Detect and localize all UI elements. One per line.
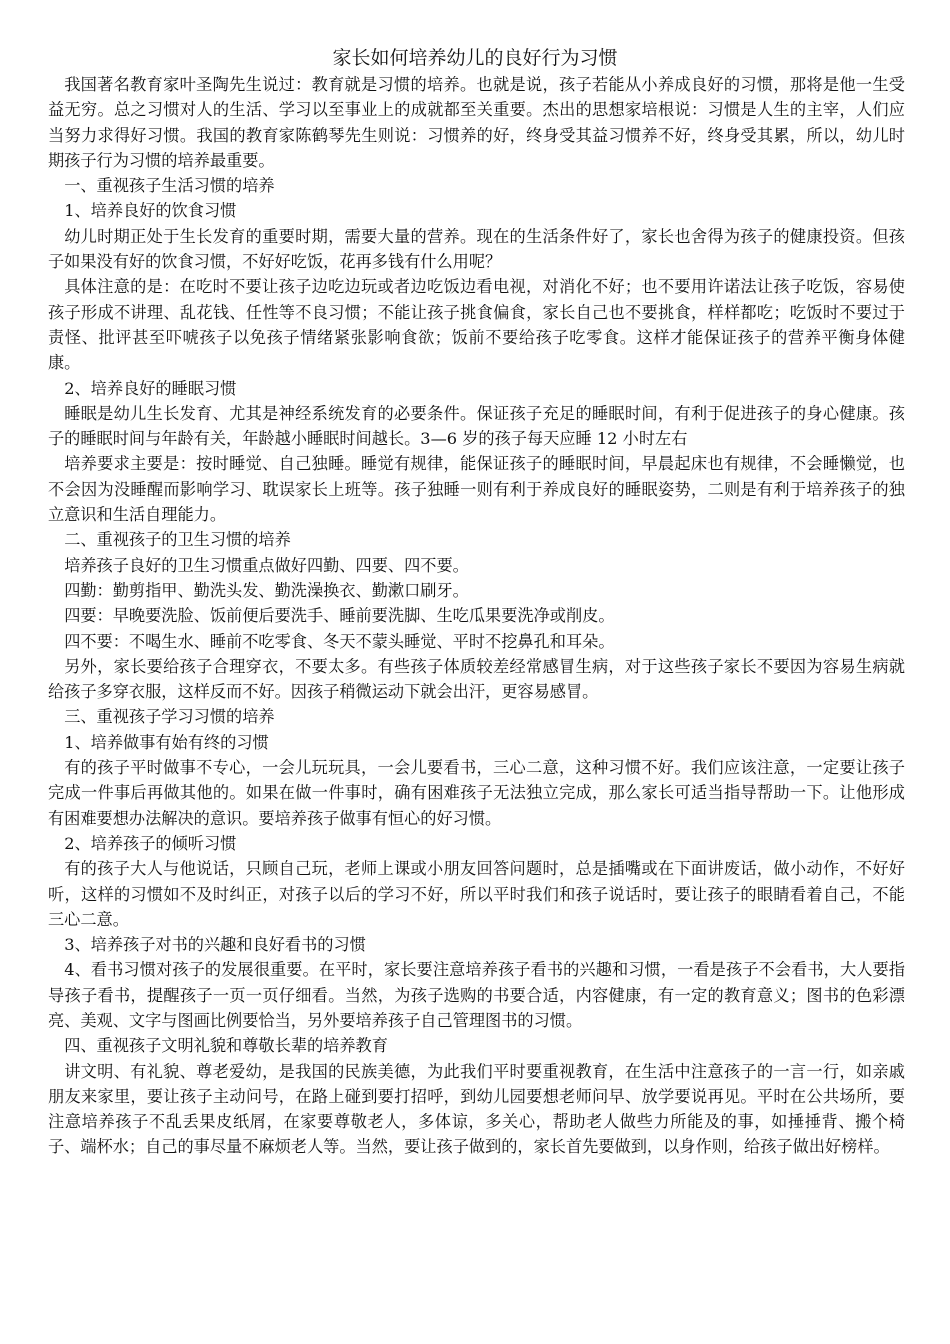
paragraph: 四勤：勤剪指甲、勤洗头发、勤洗澡换衣、勤漱口刷牙。 — [64, 580, 469, 600]
paragraph: 具体注意的是：在吃时不要让孩子边吃边玩或者边吃饭边看电视，对消化不好；也不要用许诺法让孩子吃饭，容易使孩子形成不讲理、乱花钱、任性等不良习惯；不能让孩子挑食偏食，家长自己也不要挑食，样样都吃；吃饭时不要过于责怪、批评甚至吓唬孩子以免孩子情绪紧张影响食欲；饭前不要给孩子吃零食。这样才能保证孩子的营养平衡身体健康。 — [48, 277, 905, 373]
paragraph: 四要：早晚要洗脸、饭前便后要洗手、睡前要洗脚、生吃瓜果要洗净或削皮。 — [64, 606, 615, 626]
subheading-3-2: 2、培养孩子的倾听习惯 — [64, 833, 237, 853]
section-heading-4: 四、重视孩子文明礼貌和尊敬长辈的培养教育 — [64, 1036, 388, 1056]
paragraph: 培养要求主要是：按时睡觉、自己独睡。睡觉有规律，能保证孩子的睡眠时间，早晨起床也有规律，不会睡懒觉，也不会因为没睡醒而影响学习、耽误家长上班等。孩子独睡一则有利于养成良好的睡眠姿势，二则是有利于培养孩子的独立意识和生活自理能力。 — [48, 454, 905, 525]
paragraph: 有的孩子平时做事不专心，一会儿玩玩具，一会儿要看书，三心二意，这种习惯不好。我们应该注意，一定要让孩子完成一件事后再做其他的。如果在做一件事时，确有困难孩子无法独立完成，那么家长可适当指导帮助一下。让他形成有困难要想办法解决的意识。要培养孩子做事有恒心的好习惯。 — [48, 758, 905, 828]
section-heading-1: 一、重视孩子生活习惯的培养 — [64, 176, 275, 196]
section-heading-2: 二、重视孩子的卫生习惯的培养 — [64, 530, 291, 550]
subheading-3-1: 1、培养做事有始有终的习惯 — [64, 732, 269, 752]
paragraph: 另外，家长要给孩子合理穿衣，不要太多。有些孩子体质较差经常感冒生病，对于这些孩子家长不要因为容易生病就给孩子多穿衣服，这样反而不好。因孩子稍微运动下就会出汗，更容易感冒。 — [48, 656, 905, 702]
paragraph: 幼儿时期正处于生长发育的重要时期，需要大量的营养。现在的生活条件好了，家长也舍得为孩子的健康投资。但孩子如果没有好的饮食习惯，不好好吃饭，花再多钱有什么用呢？ — [48, 226, 905, 272]
paragraph: 睡眠是幼儿生长发育、尤其是神经系统发育的必要条件。保证孩子充足的睡眠时间，有利于促进孩子的身心健康。孩子的睡眠时间与年龄有关，年龄越小睡眠时间越长。3—6 岁的孩子每天应睡 12 小时左右 — [48, 403, 905, 449]
section-heading-3: 三、重视孩子学习习惯的培养 — [64, 707, 275, 727]
paragraph: 有的孩子大人与他说话，只顾自己玩，老师上课或小朋友回答问题时，总是插嘴或在下面讲废话，做小动作，不好好听，这样的习惯如不及时纠正，对孩子以后的学习不好，所以平时我们和孩子说话时，要让孩子的眼睛看着自己，不能三心二意。 — [48, 859, 905, 929]
paragraph: 4、看书习惯对孩子的发展很重要。在平时，家长要注意培养孩子看书的兴趣和习惯，一看是孩子不会看书，大人要指导孩子看书，提醒孩子一页一页仔细看。当然，为孩子选购的书要合适，内容健康，有一定的教育意义；图书的色彩漂亮、美观、文字与图画比例要恰当，另外要培养孩子自己管理图书的习惯。 — [48, 960, 905, 1030]
paragraph: 培养孩子良好的卫生习惯重点做好四勤、四要、四不要。 — [64, 555, 469, 575]
document-body — [48, 72, 905, 1160]
subheading-3-3: 3、培养孩子对书的兴趣和良好看书的习惯 — [64, 935, 366, 955]
paragraph-intro: 我国著名教育家叶圣陶先生说过：教育就是习惯的培养。也就是说，孩子若能从小养成良好的习惯，那将是他一生受益无穷。总之习惯对人的生活、学习以至事业上的成就都至关重要。杰出的思想家培根说：习惯是人生的主宰，人们应当努力求得好习惯。我国的教育家陈鹤琴先生则说：习惯养的好，终身受其益习惯养不好，终身受其累，所以，幼儿时期孩子行为习惯的培养最重要。 — [48, 75, 905, 170]
subheading-1-1: 1、培养良好的饮食习惯 — [64, 201, 237, 221]
paragraph: 讲文明、有礼貌、尊老爱幼，是我国的民族美德，为此我们平时要重视教育，在生活中注意孩子的一言一行，如亲戚朋友来家里，要让孩子主动问号，在路上碰到要打招呼，到幼儿园要想老师问早、放学要说再见。平时在公共场所，要注意培养孩子不乱丢果皮纸屑，在家要尊敬老人，多体谅，多关心，帮助老人做些力所能及的事，如捶捶背、搬个椅子、端杯水；自己的事尽量不麻烦老人等。当然，要让孩子做到的，家长首先要做到，以身作则，给孩子做出好榜样。 — [48, 1061, 905, 1157]
document-title: 家长如何培养幼儿的良好行为习惯 — [332, 47, 618, 69]
paragraph: 四不要：不喝生水、睡前不吃零食、冬天不蒙头睡觉、平时不挖鼻孔和耳朵。 — [64, 631, 615, 651]
subheading-1-2: 2、培养良好的睡眠习惯 — [64, 378, 237, 398]
